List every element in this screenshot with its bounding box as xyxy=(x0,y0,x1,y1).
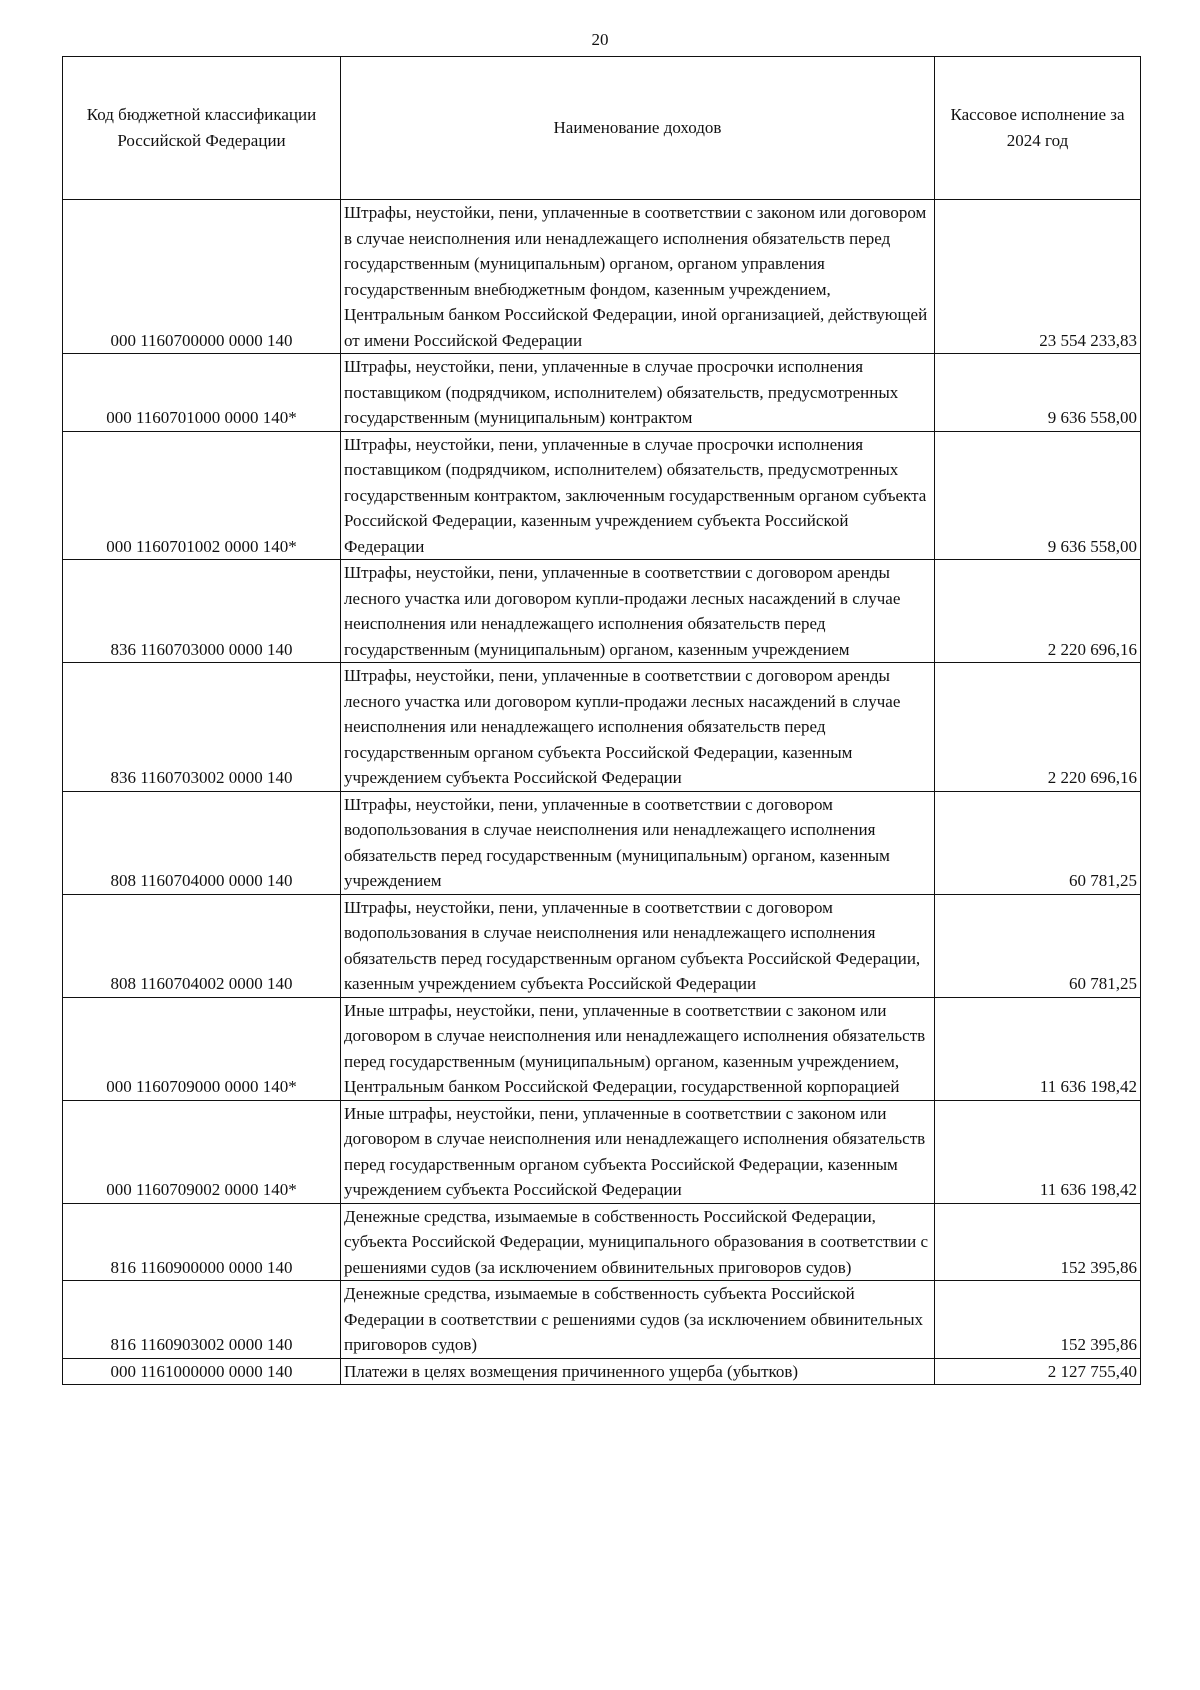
row-amount: 11 636 198,42 xyxy=(935,1100,1141,1203)
row-amount: 152 395,86 xyxy=(935,1203,1141,1281)
table-row xyxy=(63,431,1141,560)
header-name: Наименование доходов xyxy=(341,57,935,200)
table-row xyxy=(63,1100,1141,1203)
revenue-table xyxy=(62,56,1141,1385)
row-amount: 9 636 558,00 xyxy=(935,431,1141,560)
table-row xyxy=(63,1281,1141,1359)
row-amount: 60 781,25 xyxy=(935,791,1141,894)
row-code: 836 1160703000 0000 140 xyxy=(63,560,341,663)
row-name: Штрафы, неустойки, пени, уплаченные в соответствии с договором аренды лесного участка или договором купли-продажи лесных насаждений в случае неисполнения или ненадлежащего исполнения обязательств перед государственным (муниципальным) органом, казенным учреждением xyxy=(341,560,935,663)
header-code: Код бюджетной классификации Российской Федерации xyxy=(63,57,341,200)
row-code: 816 1160900000 0000 140 xyxy=(63,1203,341,1281)
table-body xyxy=(63,200,1141,1385)
row-name: Иные штрафы, неустойки, пени, уплаченные в соответствии с законом или договором в случае неисполнения или ненадлежащего исполнения обязательств перед государственным (муниципальным) органом, казенным учреждением, Центральным банком Российской Федерации, государственной корпорацией xyxy=(341,997,935,1100)
row-code: 000 1160701000 0000 140* xyxy=(63,354,341,432)
page-number: 20 xyxy=(591,30,609,49)
row-name: Платежи в целях возмещения причиненного ущерба (убытков) xyxy=(341,1358,935,1385)
table-row xyxy=(63,1203,1141,1281)
row-amount: 23 554 233,83 xyxy=(935,200,1141,354)
row-code: 000 1160701002 0000 140* xyxy=(63,431,341,560)
table-row xyxy=(63,1358,1141,1385)
row-name: Штрафы, неустойки, пени, уплаченные в случае просрочки исполнения поставщиком (подрядчиком, исполнителем) обязательств, предусмотренных государственным (муниципальным) контрактом xyxy=(341,354,935,432)
table-row xyxy=(63,997,1141,1100)
row-amount: 11 636 198,42 xyxy=(935,997,1141,1100)
row-name: Иные штрафы, неустойки, пени, уплаченные в соответствии с законом или договором в случае неисполнения или ненадлежащего исполнения обязательств перед государственным органом субъекта Российской Федерации, казенным учреждением субъекта Российской Федерации xyxy=(341,1100,935,1203)
row-name: Штрафы, неустойки, пени, уплаченные в соответствии с договором водопользования в случае неисполнения или ненадлежащего исполнения обязательств перед государственным органом субъекта Российской Федерации, казенным учреждением субъекта Российской Федерации xyxy=(341,894,935,997)
row-amount: 2 127 755,40 xyxy=(935,1358,1141,1385)
row-name: Штрафы, неустойки, пени, уплаченные в соответствии с договором водопользования в случае неисполнения или ненадлежащего исполнения обязательств перед государственным (муниципальным) органом, казенным учреждением xyxy=(341,791,935,894)
row-amount: 60 781,25 xyxy=(935,894,1141,997)
row-name: Денежные средства, изымаемые в собственность субъекта Российской Федерации в соответствии с решениями судов (за исключением обвинительных приговоров судов) xyxy=(341,1281,935,1359)
row-code: 000 1160700000 0000 140 xyxy=(63,200,341,354)
row-name: Штрафы, неустойки, пени, уплаченные в соответствии с договором аренды лесного участка или договором купли-продажи лесных насаждений в случае неисполнения или ненадлежащего исполнения обязательств перед государственным органом субъекта Российской Федерации, казенным учреждением субъекта Российской Федерации xyxy=(341,663,935,792)
table-row xyxy=(63,663,1141,792)
row-code: 000 1160709002 0000 140* xyxy=(63,1100,341,1203)
table-row xyxy=(63,560,1141,663)
table-row xyxy=(63,200,1141,354)
row-name: Штрафы, неустойки, пени, уплаченные в случае просрочки исполнения поставщиком (подрядчиком, исполнителем) обязательств, предусмотренных государственным контрактом, заключенным государственным органом субъекта Российской Федерации, казенным учреждением субъекта Российской Федерации xyxy=(341,431,935,560)
row-name: Штрафы, неустойки, пени, уплаченные в соответствии с законом или договором в случае неисполнения или ненадлежащего исполнения обязательств перед государственным (муниципальным) органом, органом управления государственным внебюджетным фондом, казенным учреждением, Центральным банком Российской Федерации, иной организацией, действующей от имени Российской Федерации xyxy=(341,200,935,354)
row-code: 816 1160903002 0000 140 xyxy=(63,1281,341,1359)
header-amount: Кассовое исполнение за 2024 год xyxy=(935,57,1141,200)
row-code: 808 1160704002 0000 140 xyxy=(63,894,341,997)
table-row xyxy=(63,894,1141,997)
row-amount: 2 220 696,16 xyxy=(935,663,1141,792)
row-code: 000 1161000000 0000 140 xyxy=(63,1358,341,1385)
table-header xyxy=(63,57,1141,200)
row-code: 836 1160703002 0000 140 xyxy=(63,663,341,792)
table-row xyxy=(63,354,1141,432)
header-row xyxy=(63,57,1141,200)
table-row xyxy=(63,791,1141,894)
row-amount: 152 395,86 xyxy=(935,1281,1141,1359)
row-amount: 2 220 696,16 xyxy=(935,560,1141,663)
row-code: 000 1160709000 0000 140* xyxy=(63,997,341,1100)
row-amount: 9 636 558,00 xyxy=(935,354,1141,432)
row-name: Денежные средства, изымаемые в собственность Российской Федерации, субъекта Российской Федерации, муниципального образования в соответствии с решениями судов (за исключением обвинительных приговоров судов) xyxy=(341,1203,935,1281)
row-code: 808 1160704000 0000 140 xyxy=(63,791,341,894)
